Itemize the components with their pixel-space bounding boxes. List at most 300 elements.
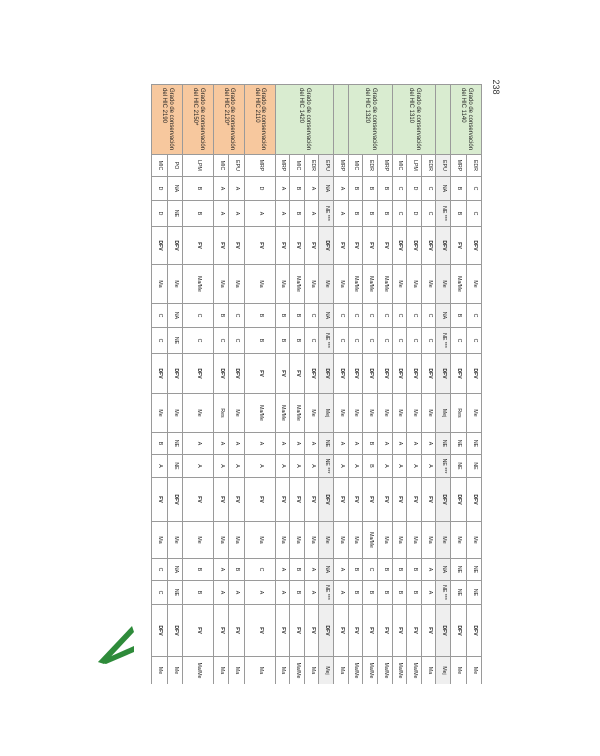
table-cell: FV bbox=[363, 478, 378, 522]
page-number: 238 bbox=[491, 79, 501, 95]
table-cell: Me bbox=[182, 394, 213, 433]
location-code-cell: MRP bbox=[451, 155, 466, 177]
table-row bbox=[244, 85, 275, 685]
table-cell: B bbox=[244, 328, 275, 354]
table-cell: Ma bbox=[229, 522, 244, 559]
table-cell: FV bbox=[182, 227, 213, 265]
table-cell: FV bbox=[182, 478, 213, 522]
table-cell: Ma bbox=[275, 522, 290, 559]
table-cell: DFV bbox=[363, 354, 378, 394]
table-cell: C bbox=[182, 328, 213, 354]
location-code-cell: MRP bbox=[378, 155, 393, 177]
junta-andalucia-logo-icon bbox=[96, 622, 136, 666]
table-cell: DFV bbox=[436, 354, 451, 394]
table-cell: DFV bbox=[182, 354, 213, 394]
table-cell: B bbox=[275, 328, 290, 354]
table-cell: DFV bbox=[421, 227, 436, 265]
table-cell: A bbox=[304, 559, 319, 581]
table-cell: DFV bbox=[152, 354, 168, 394]
table-cell: Me bbox=[436, 265, 451, 304]
table-cell: FV bbox=[244, 354, 275, 394]
table-cell: Ma/Me bbox=[363, 265, 378, 304]
table-cell: NE bbox=[319, 433, 334, 455]
table-cell: NA bbox=[319, 177, 334, 201]
table-cell: Ma bbox=[407, 265, 422, 304]
table-cell: FV bbox=[290, 478, 305, 522]
table-cell: DFV bbox=[466, 227, 481, 265]
table-cell: B bbox=[451, 304, 466, 328]
table-cell: B bbox=[275, 304, 290, 328]
table-row bbox=[363, 85, 378, 685]
table-cell: Ma/Me bbox=[392, 657, 407, 685]
table-cell: FV bbox=[348, 605, 363, 657]
table-cell: A bbox=[304, 201, 319, 227]
table-cell: Me bbox=[421, 265, 436, 304]
table-row bbox=[152, 85, 168, 685]
table-cell: A bbox=[392, 433, 407, 455]
table-cell: NE bbox=[451, 455, 466, 478]
table-cell: FV bbox=[304, 478, 319, 522]
table-cell: C bbox=[392, 304, 407, 328]
table-cell: Ma bbox=[334, 522, 349, 559]
table-cell: A bbox=[275, 177, 290, 201]
table-cell: B bbox=[244, 304, 275, 328]
table-cell: C bbox=[421, 201, 436, 227]
table-row bbox=[304, 85, 319, 685]
location-code-cell: MRP bbox=[244, 155, 275, 177]
table-cell: Ma bbox=[213, 522, 228, 559]
table-cell: Ma/Me bbox=[348, 265, 363, 304]
table-cell: DFV bbox=[152, 605, 168, 657]
table-cell: C bbox=[229, 304, 244, 328]
location-code-cell: MRP bbox=[275, 155, 290, 177]
table-cell: B bbox=[407, 559, 422, 581]
location-code-cell: EPU bbox=[229, 155, 244, 177]
table-cell: FV bbox=[182, 605, 213, 657]
table-cell: C bbox=[421, 177, 436, 201]
table-cell: A bbox=[378, 455, 393, 478]
table-cell: B bbox=[378, 177, 393, 201]
table-cell: A bbox=[244, 455, 275, 478]
table-cell: Me bbox=[319, 265, 334, 304]
table-cell: B bbox=[152, 433, 168, 455]
table-cell: DFV bbox=[436, 227, 451, 265]
table-cell: Me bbox=[392, 265, 407, 304]
table-cell: Ma bbox=[421, 657, 436, 685]
table-row bbox=[213, 85, 228, 685]
table-cell: A bbox=[304, 581, 319, 605]
table-cell: Res bbox=[451, 394, 466, 433]
table-cell: C bbox=[392, 328, 407, 354]
table-cell: B bbox=[290, 304, 305, 328]
table-cell: FV bbox=[407, 605, 422, 657]
table-cell: FV bbox=[334, 227, 349, 265]
table-cell: D bbox=[244, 177, 275, 201]
table-cell: A bbox=[213, 581, 228, 605]
table-cell: Ma bbox=[213, 657, 228, 685]
table-cell: FV bbox=[348, 227, 363, 265]
habitat-group-label: Grado de conservación del HIC 1140 bbox=[451, 85, 482, 155]
table-cell: A bbox=[229, 433, 244, 455]
table-row bbox=[407, 85, 422, 685]
table-cell: DFV bbox=[436, 605, 451, 657]
table-cell: D bbox=[407, 201, 422, 227]
table-cell: DFV bbox=[466, 478, 481, 522]
table-cell: NE bbox=[451, 581, 466, 605]
table-cell: B bbox=[378, 581, 393, 605]
table-cell: A bbox=[244, 581, 275, 605]
table-cell: DFV bbox=[334, 354, 349, 394]
habitat-group-label bbox=[436, 85, 451, 155]
table-cell: C bbox=[363, 559, 378, 581]
table-cell: C bbox=[363, 328, 378, 354]
table-cell: A bbox=[304, 177, 319, 201]
table-cell: B bbox=[182, 201, 213, 227]
table-cell: A bbox=[275, 201, 290, 227]
table-cell: A bbox=[334, 177, 349, 201]
table-cell: C bbox=[348, 328, 363, 354]
table-cell: Ma/Me bbox=[451, 265, 466, 304]
table-cell: A bbox=[213, 559, 228, 581]
table-cell: FV bbox=[421, 478, 436, 522]
table-row bbox=[451, 85, 466, 685]
table-cell: C bbox=[421, 328, 436, 354]
table-cell: A bbox=[334, 201, 349, 227]
table-cell: A bbox=[213, 201, 228, 227]
table-cell: D bbox=[152, 177, 168, 201]
habitat-group-label: Grado de conservación del HIC 1310 bbox=[392, 85, 436, 155]
habitat-group-label: Grado de conservación del HIC 1420 bbox=[275, 85, 334, 155]
table-cell: Ma/Me bbox=[275, 394, 290, 433]
table-cell: A bbox=[213, 455, 228, 478]
table-cell: Me bbox=[334, 394, 349, 433]
table-cell: A bbox=[334, 433, 349, 455]
table-cell: Me bbox=[167, 522, 182, 559]
table-cell: Ma/Me bbox=[363, 522, 378, 559]
table-cell: DFV bbox=[319, 478, 334, 522]
table-cell: Ma bbox=[152, 265, 168, 304]
habitat-group-label: Grado de conservación del HIC 1320 bbox=[348, 85, 392, 155]
table-cell: C bbox=[334, 328, 349, 354]
rotated-table-frame bbox=[151, 84, 482, 684]
table-cell: FV bbox=[275, 605, 290, 657]
table-cell: C bbox=[378, 304, 393, 328]
table-cell: Ma bbox=[213, 265, 228, 304]
table-cell: Ma bbox=[275, 265, 290, 304]
table-cell: DFV bbox=[319, 354, 334, 394]
table-cell: B bbox=[348, 201, 363, 227]
table-cell: C bbox=[466, 328, 481, 354]
table-cell: A bbox=[304, 433, 319, 455]
table-cell: DFV bbox=[304, 354, 319, 394]
table-cell: DFV bbox=[167, 478, 182, 522]
table-cell: Ma/Me bbox=[407, 657, 422, 685]
table-cell: Res bbox=[213, 394, 228, 433]
table-cell: Ma bbox=[244, 265, 275, 304]
table-cell: Mej bbox=[436, 657, 451, 685]
table-cell: Ma/Me bbox=[378, 657, 393, 685]
table-cell: Me bbox=[152, 394, 168, 433]
table-cell: Ma/Me bbox=[348, 657, 363, 685]
table-cell: DFV bbox=[213, 354, 228, 394]
location-code-cell: MIC bbox=[290, 155, 305, 177]
table-cell: FV bbox=[244, 227, 275, 265]
table-cell: FV bbox=[451, 227, 466, 265]
table-row bbox=[182, 85, 213, 685]
location-code-cell: EPU bbox=[319, 155, 334, 177]
table-cell: FV bbox=[290, 605, 305, 657]
table-cell: B bbox=[182, 581, 213, 605]
table-cell: Ma bbox=[407, 522, 422, 559]
table-cell: FV bbox=[378, 478, 393, 522]
table-cell: C bbox=[213, 328, 228, 354]
table-cell: B bbox=[290, 559, 305, 581]
table-cell: NE bbox=[167, 581, 182, 605]
table-cell: A bbox=[392, 455, 407, 478]
table-cell: B bbox=[451, 177, 466, 201]
table-cell: DFV bbox=[407, 354, 422, 394]
table-cell: C bbox=[152, 559, 168, 581]
table-cell: Me bbox=[304, 394, 319, 433]
table-cell: NE bbox=[451, 433, 466, 455]
table-cell: FV bbox=[392, 478, 407, 522]
table-cell: C bbox=[152, 581, 168, 605]
table-cell: Ma bbox=[334, 657, 349, 685]
table-cell: B bbox=[348, 177, 363, 201]
table-cell: Me bbox=[348, 394, 363, 433]
habitat-group-label: Grado de conservación del HIC 2190 bbox=[152, 85, 183, 155]
table-cell: NA bbox=[436, 559, 451, 581]
table-cell: C bbox=[392, 177, 407, 201]
table-cell: Me bbox=[152, 657, 168, 685]
table-cell: DFV bbox=[348, 354, 363, 394]
table-cell: FV bbox=[290, 227, 305, 265]
table-cell: C bbox=[334, 304, 349, 328]
table-cell: A bbox=[421, 581, 436, 605]
table-cell: D bbox=[407, 177, 422, 201]
table-cell: FV bbox=[363, 605, 378, 657]
table-cell: A bbox=[229, 201, 244, 227]
table-cell: DFV bbox=[436, 478, 451, 522]
table-cell: NE bbox=[466, 559, 481, 581]
table-cell: A bbox=[182, 455, 213, 478]
table-cell: FV bbox=[275, 227, 290, 265]
table-cell: A bbox=[229, 177, 244, 201]
table-cell: DFV bbox=[319, 227, 334, 265]
table-cell: Me bbox=[407, 394, 422, 433]
table-cell: Me bbox=[466, 394, 481, 433]
table-cell: FV bbox=[378, 605, 393, 657]
table-cell: FV bbox=[213, 227, 228, 265]
table-cell: FV bbox=[363, 227, 378, 265]
habitat-group-label: Grado de conservación del HIC 2150* bbox=[182, 85, 213, 155]
table-cell: A bbox=[378, 433, 393, 455]
table-cell: C bbox=[152, 328, 168, 354]
table-cell: NA bbox=[167, 177, 182, 201]
table-cell: B bbox=[182, 559, 213, 581]
table-cell: DFV bbox=[167, 227, 182, 265]
table-cell: A bbox=[275, 455, 290, 478]
table-cell: B bbox=[451, 201, 466, 227]
table-cell: Me bbox=[167, 657, 182, 685]
table-row bbox=[348, 85, 363, 685]
table-cell: FV bbox=[378, 227, 393, 265]
table-row bbox=[319, 85, 334, 685]
table-cell: B bbox=[378, 559, 393, 581]
table-cell: FV bbox=[392, 605, 407, 657]
table-cell: FV bbox=[348, 478, 363, 522]
table-cell: A bbox=[275, 433, 290, 455]
table-cell: A bbox=[275, 581, 290, 605]
table-cell: Me bbox=[451, 657, 466, 685]
table-cell: Me bbox=[466, 265, 481, 304]
table-cell: Ma bbox=[334, 265, 349, 304]
table-cell: A bbox=[421, 455, 436, 478]
table-cell: B bbox=[363, 201, 378, 227]
table-cell: Ma bbox=[304, 657, 319, 685]
table-cell: NE bbox=[167, 328, 182, 354]
table-cell: A bbox=[348, 433, 363, 455]
location-code-cell: LPM bbox=[182, 155, 213, 177]
table-cell: C bbox=[304, 328, 319, 354]
table-cell: Ma/Me bbox=[182, 657, 213, 685]
table-cell: A bbox=[421, 433, 436, 455]
table-cell: B bbox=[363, 433, 378, 455]
table-row bbox=[334, 85, 349, 685]
table-cell: Ma bbox=[348, 522, 363, 559]
table-cell: Me bbox=[451, 522, 466, 559]
table-cell: C bbox=[392, 201, 407, 227]
table-cell: Ma bbox=[229, 657, 244, 685]
table-cell: FV bbox=[229, 227, 244, 265]
table-cell: Me bbox=[421, 394, 436, 433]
table-cell: DFV bbox=[421, 354, 436, 394]
table-row bbox=[275, 85, 290, 685]
location-code-cell: EDR bbox=[304, 155, 319, 177]
table-cell: B bbox=[182, 177, 213, 201]
table-cell: B bbox=[392, 559, 407, 581]
table-cell: A bbox=[213, 433, 228, 455]
table-cell: A bbox=[213, 177, 228, 201]
table-cell: DFV bbox=[466, 354, 481, 394]
location-code-cell: MIC bbox=[348, 155, 363, 177]
table-cell: A bbox=[304, 455, 319, 478]
table-cell: A bbox=[407, 455, 422, 478]
table-cell: Ma bbox=[229, 265, 244, 304]
table-cell: FV bbox=[304, 227, 319, 265]
table-cell: DFV bbox=[319, 605, 334, 657]
location-code-cell: MRP bbox=[334, 155, 349, 177]
table-cell: FV bbox=[275, 354, 290, 394]
table-cell: C bbox=[451, 328, 466, 354]
table-cell: FV bbox=[213, 478, 228, 522]
table-row bbox=[229, 85, 244, 685]
location-code-cell: EDR bbox=[363, 155, 378, 177]
table-cell: NE *** bbox=[436, 328, 451, 354]
table-cell: NA bbox=[436, 177, 451, 201]
table-cell: NA bbox=[167, 304, 182, 328]
table-cell: DFV bbox=[451, 605, 466, 657]
table-cell: FV bbox=[304, 605, 319, 657]
table-cell: Me bbox=[182, 522, 213, 559]
table-cell: FV bbox=[244, 605, 275, 657]
table-cell: Me bbox=[363, 394, 378, 433]
table-cell: DFV bbox=[378, 354, 393, 394]
table-cell: B bbox=[213, 304, 228, 328]
table-cell: A bbox=[229, 455, 244, 478]
table-cell: Me bbox=[167, 265, 182, 304]
table-cell: NA bbox=[167, 559, 182, 581]
table-cell: Ma bbox=[244, 657, 275, 685]
table-cell: NE *** bbox=[436, 455, 451, 478]
table-cell: FV bbox=[334, 605, 349, 657]
table-cell: A bbox=[290, 433, 305, 455]
table-cell: FV bbox=[334, 478, 349, 522]
table-cell: Ma/Me bbox=[378, 265, 393, 304]
table-row bbox=[378, 85, 393, 685]
table-cell: C bbox=[466, 304, 481, 328]
table-row bbox=[392, 85, 407, 685]
table-cell: Ma/Me bbox=[290, 265, 305, 304]
table-cell: B bbox=[363, 455, 378, 478]
table-cell: DFV bbox=[167, 354, 182, 394]
table-cell: FV bbox=[275, 478, 290, 522]
table-row bbox=[466, 85, 481, 685]
table-cell: B bbox=[348, 559, 363, 581]
table-cell: A bbox=[348, 455, 363, 478]
table-cell: B bbox=[363, 177, 378, 201]
table-cell: Ma bbox=[275, 657, 290, 685]
table-cell: DFV bbox=[167, 605, 182, 657]
table-cell: FV bbox=[290, 354, 305, 394]
table-cell: DFV bbox=[229, 354, 244, 394]
table-cell: NE bbox=[466, 455, 481, 478]
table-cell: C bbox=[304, 304, 319, 328]
location-code-cell: PO bbox=[167, 155, 182, 177]
table-cell: C bbox=[244, 559, 275, 581]
table-row bbox=[290, 85, 305, 685]
table-cell: Ma bbox=[392, 522, 407, 559]
table-cell: B bbox=[392, 581, 407, 605]
table-cell: Ma/Me bbox=[290, 394, 305, 433]
table-cell: Ma/Me bbox=[290, 657, 305, 685]
table-cell: DFV bbox=[407, 227, 422, 265]
location-code-cell: EDR bbox=[421, 155, 436, 177]
table-cell: FV bbox=[213, 605, 228, 657]
table-cell: NE bbox=[167, 455, 182, 478]
table-cell: Ma/Me bbox=[182, 265, 213, 304]
table-cell: NE bbox=[167, 201, 182, 227]
table-cell: Me bbox=[466, 522, 481, 559]
table-cell: B bbox=[407, 581, 422, 605]
table-cell: NE bbox=[466, 581, 481, 605]
habitat-group-label: Grado de conservación del HIC 2110 bbox=[244, 85, 275, 155]
table-row bbox=[167, 85, 182, 685]
table-row bbox=[421, 85, 436, 685]
table-cell: B bbox=[290, 581, 305, 605]
table-cell: Mej bbox=[319, 394, 334, 433]
table-cell: DFV bbox=[451, 354, 466, 394]
conservation-table-container bbox=[151, 84, 482, 684]
table-cell: Ma bbox=[304, 265, 319, 304]
table-cell: C bbox=[152, 304, 168, 328]
table-cell: A bbox=[290, 455, 305, 478]
table-cell: A bbox=[182, 433, 213, 455]
table-cell: FV bbox=[421, 605, 436, 657]
table-cell: FV bbox=[152, 478, 168, 522]
table-cell: DFV bbox=[392, 227, 407, 265]
table-cell: NE bbox=[466, 433, 481, 455]
